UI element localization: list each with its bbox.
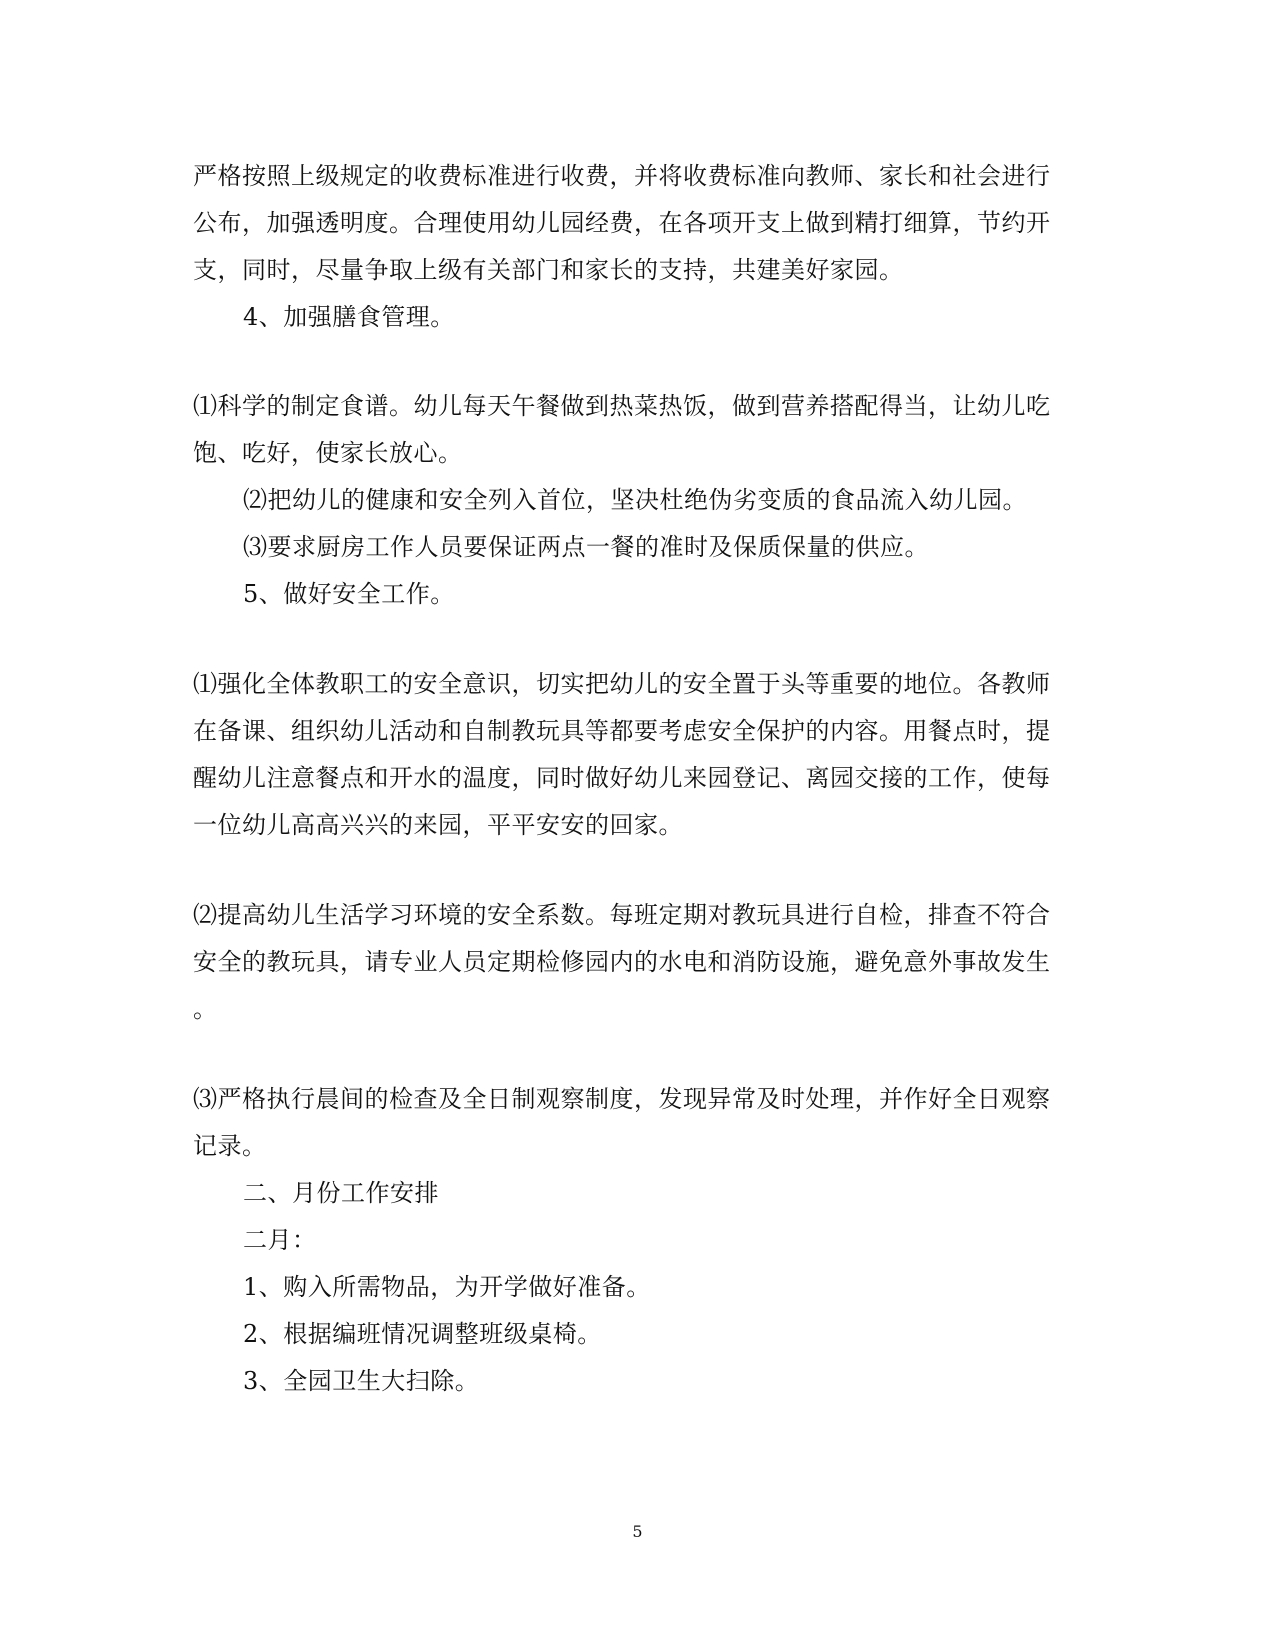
paragraph-line: 饱、吃好，使家长放心。 xyxy=(193,439,463,467)
paragraph-line: 在备课、组织幼儿活动和自制教玩具等都要考虑安全保护的内容。用餐点时，提 xyxy=(193,717,1051,745)
paragraph-line: ⑴强化全体教职工的安全意识，切实把幼儿的安全置于头等重要的地位。各教师 xyxy=(193,670,1051,698)
paragraph-line: 。 xyxy=(193,995,218,1023)
list-item: 2、根据编班情况调整班级桌椅。 xyxy=(243,1320,602,1348)
paragraph-line: ⑴科学的制定食谱。幼儿每天午餐做到热菜热饭，做到营养搭配得当，让幼儿吃 xyxy=(193,392,1051,420)
list-item: ⑶要求厨房工作人员要保证两点一餐的准时及保质保量的供应。 xyxy=(243,533,929,561)
section-heading: 5、做好安全工作。 xyxy=(243,580,455,608)
list-item: 3、全园卫生大扫除。 xyxy=(243,1367,480,1395)
list-item: 1、购入所需物品，为开学做好准备。 xyxy=(243,1273,651,1301)
paragraph-line: 记录。 xyxy=(193,1132,267,1160)
paragraph-line: 支，同时，尽量争取上级有关部门和家长的支持，共建美好家园。 xyxy=(193,256,904,284)
paragraph-line: 一位幼儿高高兴兴的来园，平平安安的回家。 xyxy=(193,811,683,839)
paragraph-line: ⑶严格执行晨间的检查及全日制观察制度，发现异常及时处理，并作好全日观察 xyxy=(193,1085,1051,1113)
paragraph-line: 醒幼儿注意餐点和开水的温度，同时做好幼儿来园登记、离园交接的工作，使每 xyxy=(193,764,1051,792)
paragraph-line: 安全的教玩具，请专业人员定期检修园内的水电和消防设施，避免意外事故发生 xyxy=(193,948,1051,976)
page-number: 5 xyxy=(632,1522,643,1541)
section-heading: 4、加强膳食管理。 xyxy=(243,303,455,331)
paragraph-line: 严格按照上级规定的收费标准进行收费，并将收费标准向教师、家长和社会进行 xyxy=(193,162,1051,190)
month-heading: 二月： xyxy=(243,1226,317,1254)
section-heading: 二、月份工作安排 xyxy=(243,1179,439,1207)
paragraph-line: ⑵提高幼儿生活学习环境的安全系数。每班定期对教玩具进行自检，排查不符合 xyxy=(193,901,1051,929)
list-item: ⑵把幼儿的健康和安全列入首位，坚决杜绝伪劣变质的食品流入幼儿园。 xyxy=(243,486,1027,514)
paragraph-line: 公布，加强透明度。合理使用幼儿园经费，在各项开支上做到精打细算，节约开 xyxy=(193,209,1051,237)
